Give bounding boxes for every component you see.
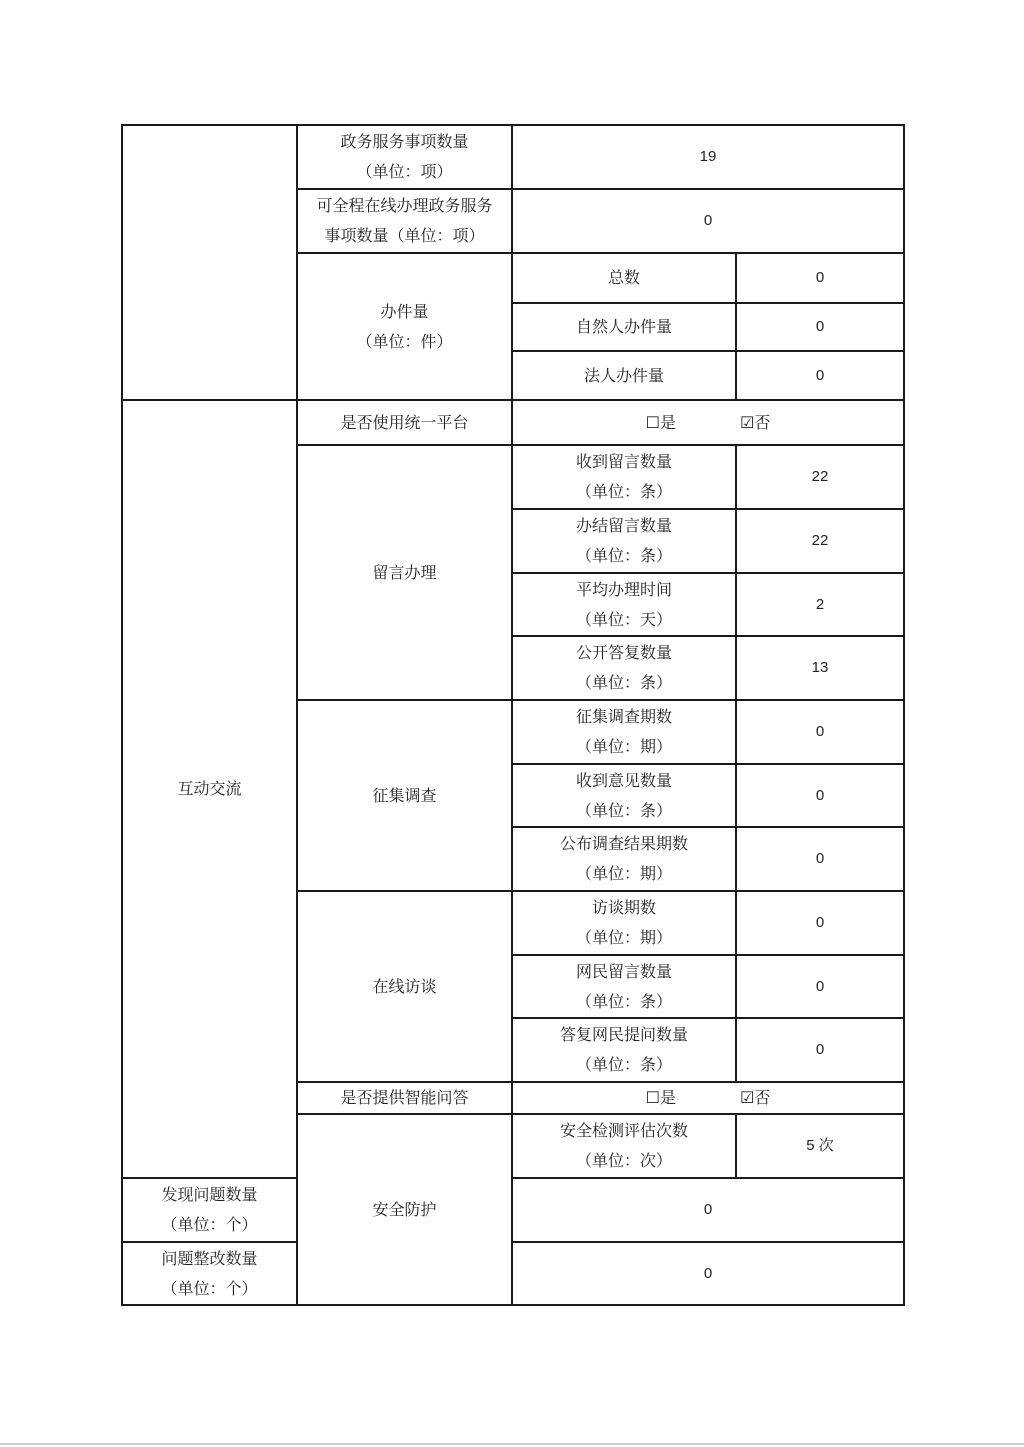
row-label: 政务服务事项数量 [340,132,469,151]
item-label-cell [512,509,736,573]
row-value: 5 次 [736,1114,904,1178]
item-label-cell [512,827,736,891]
row-label-cell [297,189,512,253]
item-value: 0 [736,955,904,1018]
item-label: 网民留言数量 [575,961,672,981]
item-label: 公开答复数量 [575,643,672,662]
item-value: 0 [736,764,904,827]
row-label-cell [297,125,512,189]
group-label: 在线访谈 [297,891,512,1082]
item-value: 13 [736,636,904,700]
group-label: 征集调查 [297,700,512,891]
item-value: 22 [736,445,904,509]
item-value: 22 [736,509,904,573]
statistics-table [121,124,905,1306]
item-value: 0 [736,351,904,400]
item-label-cell [512,636,736,700]
item-label: 平均办理时间 [575,579,672,599]
row-label: 问题整改数量 [161,1248,258,1268]
item-label: 收到留言数量 [575,452,672,471]
item-unit: （单位：条） [575,800,672,820]
row-unit: （单位：次） [575,1151,672,1170]
row-unit: 事项数量（单位：项） [324,226,485,245]
row-label: 可全程在线办理政务服务 [316,196,493,215]
checkbox-yes: ☐是 [645,1088,676,1107]
item-unit: （单位：期） [575,737,672,756]
item-label-cell [512,1018,736,1082]
item-label: 答复网民提问数量 [559,1025,688,1044]
row-label-cell [512,1114,736,1178]
row-unit: （单位：项） [356,162,453,181]
table-row [122,1242,904,1305]
table-row [122,1178,904,1242]
row-value: 0 [512,1178,904,1242]
qa-label: 是否提供智能问答 [297,1082,512,1114]
item-unit: （单位：条） [575,1055,672,1074]
item-label-cell [512,700,736,764]
row-label-cell [122,1242,297,1305]
item-label-cell [512,764,736,827]
item-unit: （单位：条） [575,482,672,501]
row-unit: （单位：个） [161,1278,258,1298]
item-value: 0 [736,827,904,891]
item-value: 0 [736,700,904,764]
row-unit: （单位：个） [161,1215,258,1234]
checkbox-no: ☑否 [740,1088,771,1107]
row-value: 0 [512,189,904,253]
table-row [122,125,904,189]
item-label-cell [512,445,736,509]
group-unit: （单位：件） [356,331,453,351]
group-label: 办件量 [380,301,429,321]
item-label-cell [512,573,736,636]
group-label: 留言办理 [297,445,512,700]
section-label: 安全防护 [297,1114,512,1305]
item-unit: （单位：天） [575,609,672,629]
item-value: 2 [736,573,904,636]
checkbox-no: ☑否 [740,412,771,432]
item-label-cell [512,955,736,1018]
item-label: 征集调查期数 [575,707,672,726]
row-label: 发现问题数量 [161,1185,258,1204]
item-label: 总数 [512,253,736,303]
checkbox-yes: ☐是 [645,412,676,432]
item-value: 0 [736,1018,904,1082]
item-unit: （单位：条） [575,991,672,1011]
item-value: 0 [736,891,904,955]
item-value: 0 [736,303,904,351]
section-cell-empty [122,125,297,400]
page-bottom-rule [0,1443,1024,1445]
item-label: 访谈期数 [591,898,656,917]
row-value: 19 [512,125,904,189]
item-unit: （单位：期） [575,864,672,883]
item-label: 公布调查结果期数 [559,834,688,853]
item-label: 收到意见数量 [575,770,672,790]
row-label-cell [122,1178,297,1242]
item-unit: （单位：条） [575,546,672,565]
item-unit: （单位：期） [575,928,672,947]
row-value: 0 [512,1242,904,1305]
group-label-cell [297,253,512,400]
item-label-cell [512,891,736,955]
platform-choice [512,400,904,445]
item-label: 办结留言数量 [575,516,672,535]
item-label: 法人办件量 [512,351,736,400]
item-unit: （单位：条） [575,673,672,692]
table-row [122,400,904,445]
platform-label: 是否使用统一平台 [297,400,512,445]
row-label: 安全检测评估次数 [559,1121,688,1140]
section-label: 互动交流 [122,400,297,1178]
qa-choice [512,1082,904,1114]
item-label: 自然人办件量 [512,303,736,351]
item-value: 0 [736,253,904,303]
